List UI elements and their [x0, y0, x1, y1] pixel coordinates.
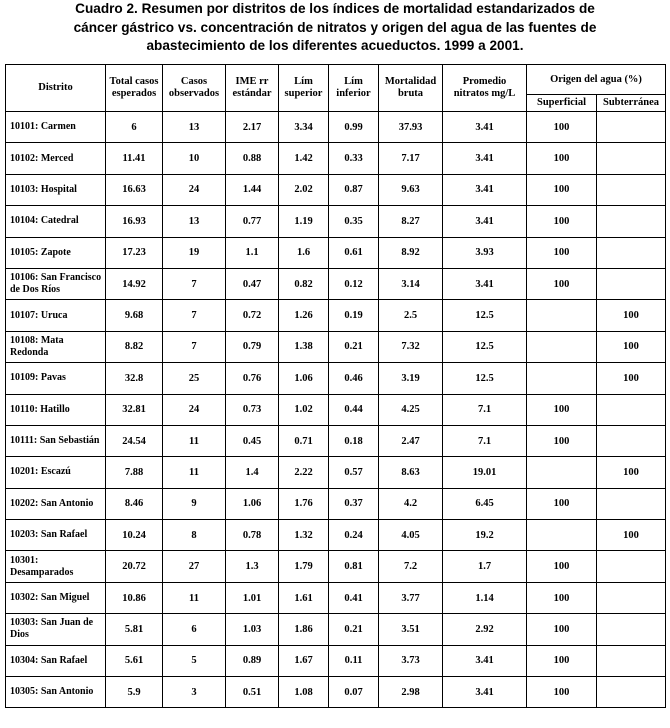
- table-body: [6, 112, 666, 708]
- cell-ime: 0.76: [226, 363, 279, 394]
- cell-casos-observados: 19: [163, 237, 226, 268]
- cell-total-casos-esperados: 16.93: [106, 206, 163, 237]
- cell-distrito: 10102: Merced: [6, 143, 106, 174]
- cell-casos-observados: 24: [163, 394, 226, 425]
- table-row: [6, 237, 666, 268]
- cell-mortalidad-bruta: 2.98: [379, 677, 443, 708]
- cell-lim-inferior: 0.11: [329, 645, 379, 676]
- cell-promedio-nitratos: 3.41: [443, 174, 527, 205]
- cell-lim-inferior: 0.57: [329, 457, 379, 488]
- cell-subterranea: 100: [597, 300, 666, 331]
- cell-lim-superior: 0.82: [279, 268, 329, 299]
- cell-ime: 0.77: [226, 206, 279, 237]
- cell-subterranea: [597, 677, 666, 708]
- cell-ime: 0.47: [226, 268, 279, 299]
- cell-subterranea: [597, 394, 666, 425]
- cell-superficial: 100: [527, 143, 597, 174]
- cell-total-casos-esperados: 5.61: [106, 645, 163, 676]
- cell-subterranea: [597, 112, 666, 143]
- cell-superficial: [527, 363, 597, 394]
- cell-lim-superior: 1.32: [279, 520, 329, 551]
- cell-casos-observados: 24: [163, 174, 226, 205]
- cell-total-casos-esperados: 17.23: [106, 237, 163, 268]
- cell-ime: 0.51: [226, 677, 279, 708]
- cell-distrito: 10111: San Sebastián: [6, 425, 106, 456]
- cell-distrito: 10109: Pavas: [6, 363, 106, 394]
- header-casos-observados: Casos observados: [163, 65, 226, 112]
- cell-casos-observados: 6: [163, 614, 226, 645]
- table-row: [6, 488, 666, 519]
- cell-ime: 0.72: [226, 300, 279, 331]
- cell-mortalidad-bruta: 4.2: [379, 488, 443, 519]
- cell-promedio-nitratos: 3.41: [443, 268, 527, 299]
- cell-superficial: 100: [527, 394, 597, 425]
- cell-promedio-nitratos: 3.41: [443, 677, 527, 708]
- cell-casos-observados: 5: [163, 645, 226, 676]
- cell-lim-superior: 1.08: [279, 677, 329, 708]
- cell-distrito: 10106: San Francisco de Dos Ríos: [6, 268, 106, 299]
- cell-distrito: 10303: San Juan de Dios: [6, 614, 106, 645]
- cell-casos-observados: 27: [163, 551, 226, 582]
- cell-casos-observados: 11: [163, 457, 226, 488]
- cell-superficial: 100: [527, 645, 597, 676]
- table-row: [6, 582, 666, 613]
- cell-distrito: 10302: San Miguel: [6, 582, 106, 613]
- cell-superficial: 100: [527, 237, 597, 268]
- caption-line: abastecimiento de los diferentes acueductos. 1999 a 2001.: [146, 38, 524, 53]
- cell-casos-observados: 13: [163, 112, 226, 143]
- cell-total-casos-esperados: 9.68: [106, 300, 163, 331]
- cell-subterranea: 100: [597, 331, 666, 362]
- cell-lim-inferior: 0.46: [329, 363, 379, 394]
- cell-mortalidad-bruta: 2.5: [379, 300, 443, 331]
- table-row: [6, 300, 666, 331]
- cell-total-casos-esperados: 20.72: [106, 551, 163, 582]
- cell-total-casos-esperados: 8.82: [106, 331, 163, 362]
- cell-mortalidad-bruta: 4.25: [379, 394, 443, 425]
- cell-lim-superior: 1.02: [279, 394, 329, 425]
- cell-casos-observados: 25: [163, 363, 226, 394]
- cell-ime: 0.89: [226, 645, 279, 676]
- cell-subterranea: [597, 237, 666, 268]
- cell-subterranea: [597, 614, 666, 645]
- cell-superficial: 100: [527, 614, 597, 645]
- cell-superficial: [527, 457, 597, 488]
- cell-mortalidad-bruta: 7.2: [379, 551, 443, 582]
- cell-lim-inferior: 0.07: [329, 677, 379, 708]
- cell-distrito: 10110: Hatillo: [6, 394, 106, 425]
- cell-lim-inferior: 0.99: [329, 112, 379, 143]
- cell-distrito: 10108: Mata Redonda: [6, 331, 106, 362]
- cell-superficial: [527, 520, 597, 551]
- cell-subterranea: 100: [597, 363, 666, 394]
- header-ime: IME rr estándar: [226, 65, 279, 112]
- cell-lim-inferior: 0.35: [329, 206, 379, 237]
- cell-mortalidad-bruta: 7.32: [379, 331, 443, 362]
- header-promedio-nitratos: Promedio nitratos mg/L: [443, 65, 527, 112]
- header-mortalidad-bruta: Mortalidad bruta: [379, 65, 443, 112]
- cell-subterranea: 100: [597, 457, 666, 488]
- cell-casos-observados: 13: [163, 206, 226, 237]
- cell-total-casos-esperados: 10.86: [106, 582, 163, 613]
- cell-subterranea: [597, 425, 666, 456]
- cell-total-casos-esperados: 14.92: [106, 268, 163, 299]
- cell-promedio-nitratos: 19.2: [443, 520, 527, 551]
- data-table: [5, 64, 666, 708]
- cell-promedio-nitratos: 6.45: [443, 488, 527, 519]
- cell-total-casos-esperados: 32.81: [106, 394, 163, 425]
- cell-promedio-nitratos: 12.5: [443, 363, 527, 394]
- cell-ime: 0.88: [226, 143, 279, 174]
- cell-ime: 2.17: [226, 112, 279, 143]
- cell-distrito: 10304: San Rafael: [6, 645, 106, 676]
- cell-distrito: 10301: Desamparados: [6, 551, 106, 582]
- cell-subterranea: [597, 582, 666, 613]
- cell-lim-superior: 1.61: [279, 582, 329, 613]
- cell-ime: 1.44: [226, 174, 279, 205]
- cell-lim-superior: 1.6: [279, 237, 329, 268]
- cell-promedio-nitratos: 3.41: [443, 645, 527, 676]
- cell-promedio-nitratos: 3.41: [443, 143, 527, 174]
- header-origen-agua: Origen del agua (%): [527, 65, 666, 95]
- header-lim-superior: Lím superior: [279, 65, 329, 112]
- cell-promedio-nitratos: 1.14: [443, 582, 527, 613]
- table-row: [6, 206, 666, 237]
- cell-mortalidad-bruta: 3.77: [379, 582, 443, 613]
- cell-total-casos-esperados: 10.24: [106, 520, 163, 551]
- cell-ime: 1.3: [226, 551, 279, 582]
- cell-lim-superior: 1.06: [279, 363, 329, 394]
- cell-superficial: 100: [527, 206, 597, 237]
- header-subterranea: Subterránea: [597, 95, 666, 112]
- cell-promedio-nitratos: 12.5: [443, 300, 527, 331]
- cell-mortalidad-bruta: 3.14: [379, 268, 443, 299]
- cell-distrito: 10101: Carmen: [6, 112, 106, 143]
- cell-ime: 1.03: [226, 614, 279, 645]
- cell-total-casos-esperados: 5.9: [106, 677, 163, 708]
- cell-promedio-nitratos: 7.1: [443, 394, 527, 425]
- cell-superficial: 100: [527, 488, 597, 519]
- table-row: [6, 174, 666, 205]
- cell-superficial: [527, 331, 597, 362]
- cell-mortalidad-bruta: 7.17: [379, 143, 443, 174]
- cell-total-casos-esperados: 8.46: [106, 488, 163, 519]
- cell-lim-inferior: 0.12: [329, 268, 379, 299]
- table-row: [6, 268, 666, 299]
- table-row: [6, 677, 666, 708]
- cell-lim-inferior: 0.19: [329, 300, 379, 331]
- cell-mortalidad-bruta: 9.63: [379, 174, 443, 205]
- cell-lim-superior: 2.22: [279, 457, 329, 488]
- cell-ime: 1.06: [226, 488, 279, 519]
- table-row: [6, 457, 666, 488]
- cell-lim-superior: 1.26: [279, 300, 329, 331]
- cell-total-casos-esperados: 5.81: [106, 614, 163, 645]
- table-row: [6, 614, 666, 645]
- cell-lim-inferior: 0.41: [329, 582, 379, 613]
- cell-promedio-nitratos: 3.41: [443, 206, 527, 237]
- cell-subterranea: 100: [597, 520, 666, 551]
- cell-distrito: 10104: Catedral: [6, 206, 106, 237]
- table-row: [6, 331, 666, 362]
- cell-casos-observados: 7: [163, 331, 226, 362]
- cell-lim-inferior: 0.18: [329, 425, 379, 456]
- cell-superficial: 100: [527, 677, 597, 708]
- cell-total-casos-esperados: 16.63: [106, 174, 163, 205]
- cell-mortalidad-bruta: 37.93: [379, 112, 443, 143]
- cell-total-casos-esperados: 11.41: [106, 143, 163, 174]
- cell-lim-superior: 1.67: [279, 645, 329, 676]
- cell-lim-inferior: 0.87: [329, 174, 379, 205]
- cell-casos-observados: 8: [163, 520, 226, 551]
- cell-lim-superior: 1.76: [279, 488, 329, 519]
- cell-subterranea: [597, 645, 666, 676]
- cell-subterranea: [597, 206, 666, 237]
- cell-mortalidad-bruta: 4.05: [379, 520, 443, 551]
- cell-distrito: 10203: San Rafael: [6, 520, 106, 551]
- cell-lim-superior: 1.38: [279, 331, 329, 362]
- table-row: [6, 520, 666, 551]
- cell-distrito: 10103: Hospital: [6, 174, 106, 205]
- header-lim-inferior: Lím inferior: [329, 65, 379, 112]
- cell-distrito: 10201: Escazú: [6, 457, 106, 488]
- cell-casos-observados: 9: [163, 488, 226, 519]
- cell-casos-observados: 7: [163, 268, 226, 299]
- cell-mortalidad-bruta: 8.27: [379, 206, 443, 237]
- cell-distrito: 10105: Zapote: [6, 237, 106, 268]
- caption-line: Cuadro 2. Resumen por distritos de los índices de mortalidad estandarizados de: [75, 1, 595, 16]
- header-total-casos-esperados: Total casos esperados: [106, 65, 163, 112]
- cell-subterranea: [597, 174, 666, 205]
- cell-distrito: 10305: San Antonio: [6, 677, 106, 708]
- cell-lim-superior: 3.34: [279, 112, 329, 143]
- cell-mortalidad-bruta: 3.51: [379, 614, 443, 645]
- table-row: [6, 112, 666, 143]
- table-row: [6, 645, 666, 676]
- cell-distrito: 10202: San Antonio: [6, 488, 106, 519]
- cell-promedio-nitratos: 3.93: [443, 237, 527, 268]
- cell-lim-inferior: 0.81: [329, 551, 379, 582]
- cell-mortalidad-bruta: 2.47: [379, 425, 443, 456]
- cell-superficial: [527, 300, 597, 331]
- cell-promedio-nitratos: 2.92: [443, 614, 527, 645]
- cell-lim-superior: 1.86: [279, 614, 329, 645]
- cell-subterranea: [597, 143, 666, 174]
- cell-lim-superior: 1.42: [279, 143, 329, 174]
- cell-superficial: 100: [527, 582, 597, 613]
- table-row: [6, 394, 666, 425]
- table-row: [6, 425, 666, 456]
- cell-lim-inferior: 0.44: [329, 394, 379, 425]
- cell-subterranea: [597, 551, 666, 582]
- cell-ime: 0.79: [226, 331, 279, 362]
- cell-casos-observados: 11: [163, 425, 226, 456]
- cell-ime: 1.1: [226, 237, 279, 268]
- cell-ime: 1.01: [226, 582, 279, 613]
- cell-promedio-nitratos: 12.5: [443, 331, 527, 362]
- cell-casos-observados: 10: [163, 143, 226, 174]
- cell-ime: 0.45: [226, 425, 279, 456]
- cell-lim-inferior: 0.37: [329, 488, 379, 519]
- cell-total-casos-esperados: 32.8: [106, 363, 163, 394]
- cell-lim-superior: 0.71: [279, 425, 329, 456]
- table-row: [6, 551, 666, 582]
- header-distrito: Distrito: [6, 65, 106, 112]
- cell-total-casos-esperados: 7.88: [106, 457, 163, 488]
- cell-ime: 0.78: [226, 520, 279, 551]
- cell-subterranea: [597, 488, 666, 519]
- cell-distrito: 10107: Uruca: [6, 300, 106, 331]
- cell-superficial: 100: [527, 112, 597, 143]
- cell-superficial: 100: [527, 268, 597, 299]
- cell-superficial: 100: [527, 551, 597, 582]
- cell-ime: 1.4: [226, 457, 279, 488]
- cell-superficial: 100: [527, 425, 597, 456]
- header-superficial: Superficial: [527, 95, 597, 112]
- table-caption: [0, 0, 670, 62]
- cell-ime: 0.73: [226, 394, 279, 425]
- cell-casos-observados: 3: [163, 677, 226, 708]
- cell-lim-superior: 2.02: [279, 174, 329, 205]
- cell-mortalidad-bruta: 8.92: [379, 237, 443, 268]
- cell-promedio-nitratos: 1.7: [443, 551, 527, 582]
- header-row: [6, 65, 666, 95]
- cell-superficial: 100: [527, 174, 597, 205]
- table-row: [6, 143, 666, 174]
- cell-mortalidad-bruta: 3.73: [379, 645, 443, 676]
- cell-casos-observados: 7: [163, 300, 226, 331]
- cell-promedio-nitratos: 19.01: [443, 457, 527, 488]
- cell-total-casos-esperados: 24.54: [106, 425, 163, 456]
- table-row: [6, 363, 666, 394]
- cell-mortalidad-bruta: 8.63: [379, 457, 443, 488]
- caption-line: cáncer gástrico vs. concentración de nitratos y origen del agua de las fuentes de: [73, 19, 597, 35]
- cell-promedio-nitratos: 3.41: [443, 112, 527, 143]
- cell-lim-inferior: 0.33: [329, 143, 379, 174]
- cell-lim-superior: 1.19: [279, 206, 329, 237]
- cell-lim-inferior: 0.21: [329, 331, 379, 362]
- cell-promedio-nitratos: 7.1: [443, 425, 527, 456]
- cell-casos-observados: 11: [163, 582, 226, 613]
- cell-lim-inferior: 0.24: [329, 520, 379, 551]
- cell-lim-inferior: 0.21: [329, 614, 379, 645]
- cell-lim-inferior: 0.61: [329, 237, 379, 268]
- cell-total-casos-esperados: 6: [106, 112, 163, 143]
- cell-lim-superior: 1.79: [279, 551, 329, 582]
- cell-subterranea: [597, 268, 666, 299]
- cell-mortalidad-bruta: 3.19: [379, 363, 443, 394]
